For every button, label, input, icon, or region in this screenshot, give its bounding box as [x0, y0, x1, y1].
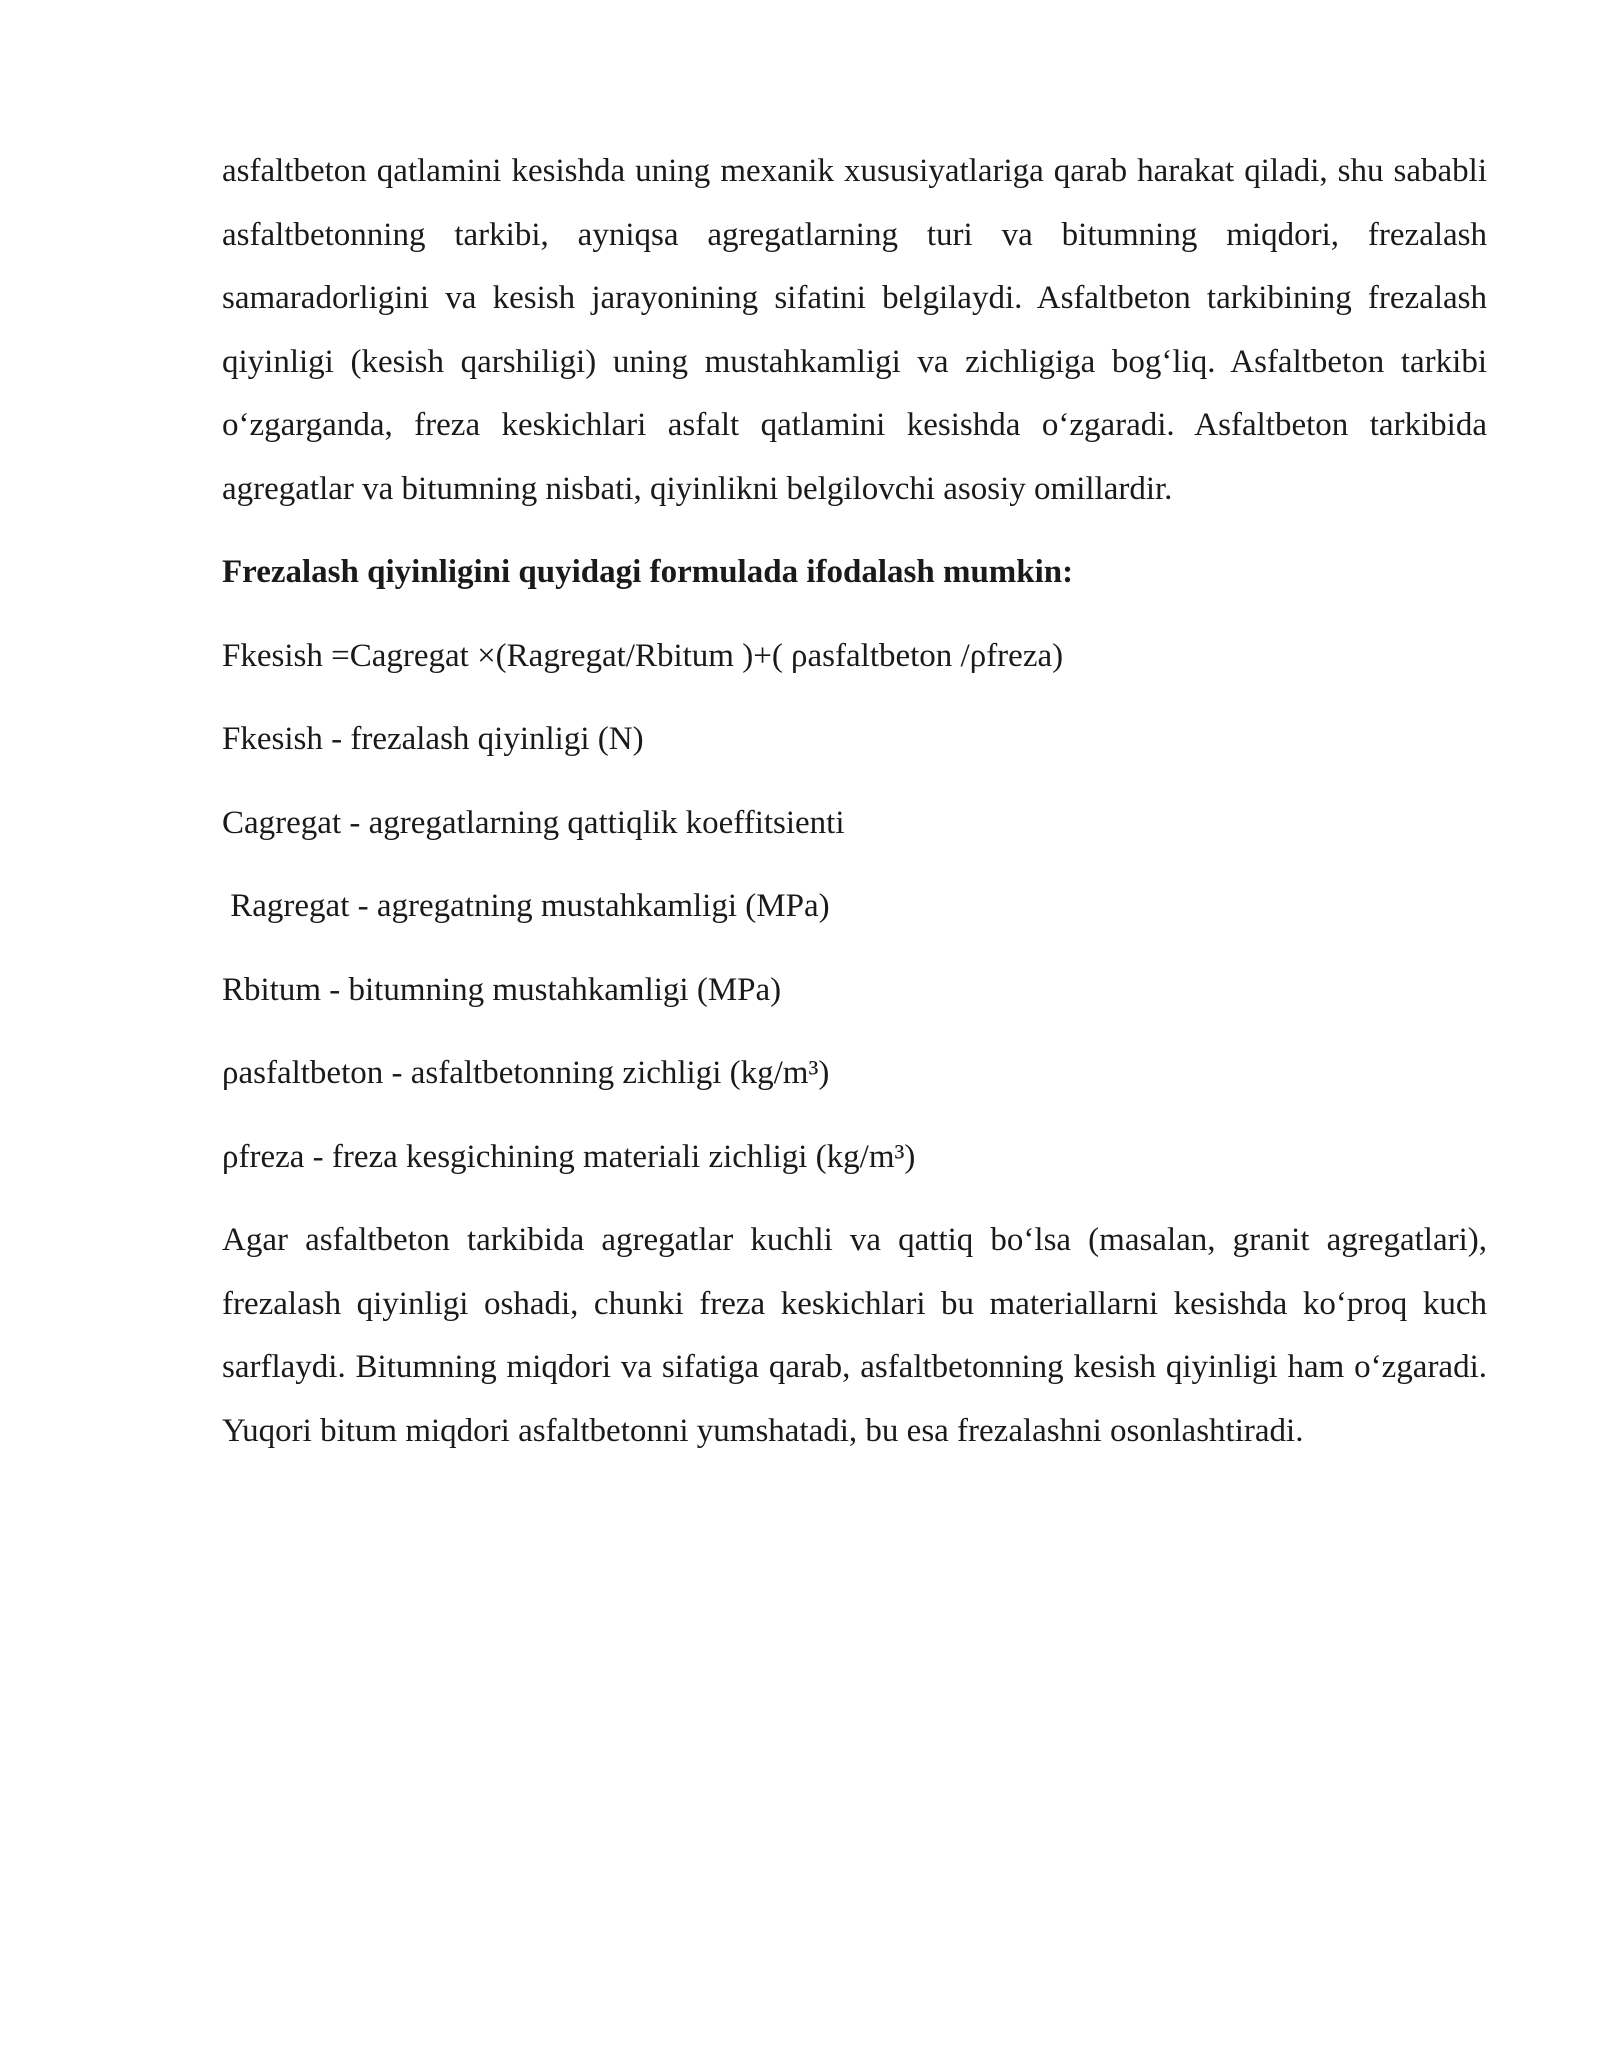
definition-rho-freza: ρfreza - freza kesgichining materiali zichligi (kg/m³) — [222, 1138, 916, 1175]
document-body — [222, 140, 1487, 1463]
definition-rbitum: Rbitum - bitumning mustahkamligi (MPa) — [222, 971, 782, 1008]
definition-rho-asfaltbeton: ρasfaltbeton - asfaltbetonning zichligi (kg/m³) — [222, 1055, 830, 1091]
definition-ragregat: Ragregat - agregatning mustahkamligi (MPa) — [222, 888, 830, 924]
formula-heading: Frezalash qiyinligini quyidagi formulada ifodalash mumkin: — [222, 554, 1074, 590]
definition-fkesish: Fkesish - frezalash qiyinligi (N) — [222, 721, 644, 757]
definition-cagregat: Cagregat - agregatlarning qattiqlik koeffitsienti — [222, 804, 845, 841]
formula-line: Fkesish =Cagregat ×(Ragregat/Rbitum )+( ρasfaltbeton /ρfreza) — [222, 637, 1064, 674]
intro-paragraph: asfaltbeton qatlamini kesishda uning mexanik xususiyatlariga qarab harakat qiladi, shu sababli asfaltbetonning tarkibi, ayniqsa agregatlarning turi va bitumning miqdori, frezalash samaradorligini va kesish jarayonining sifatini belgilaydi. Asfaltbeton tarkibining frezalash qiyinligi (kesish qarshiligi) uning mustahkamligi va zichligiga bog‘liq. Asfaltbeton tarkibi o‘zgarganda, freza keskichlari asfalt qatlamini kesishda o‘zgaradi. Asfaltbeton tarkibida agregatlar va bitumning nisbati, qiyinlikni belgilovchi asosiy omillardir. — [222, 153, 1487, 507]
conclusion-paragraph: Agar asfaltbeton tarkibida agregatlar kuchli va qattiq bo‘lsa (masalan, granit agregatlari), frezalash qiyinligi oshadi, chunki freza keskichlari bu materiallarni kesishda ko‘proq kuch sarflaydi. Bitumning miqdori va sifatiga qarab, asfaltbetonning kesish qiyinligi ham o‘zgaradi. Yuqori bitum miqdori asfaltbetonni yumshatadi, bu esa frezalashni osonlashtiradi. — [222, 1222, 1487, 1449]
